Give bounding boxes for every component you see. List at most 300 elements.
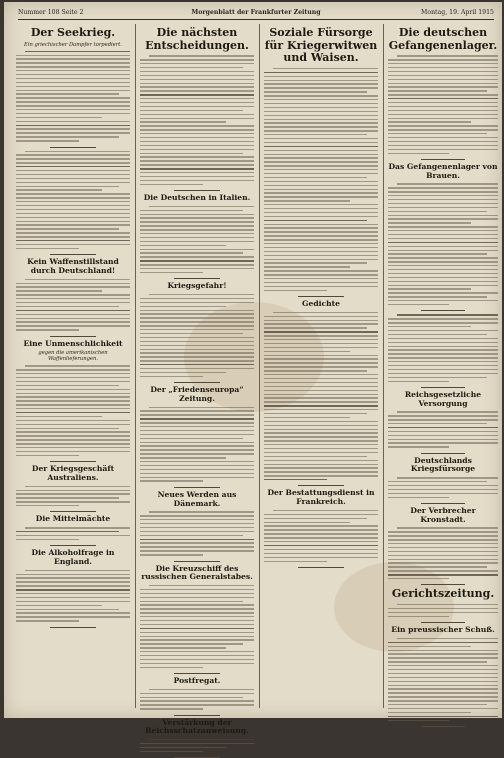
text-line [388, 373, 498, 374]
text-line [388, 369, 498, 370]
text-line [140, 264, 254, 265]
text-line [16, 244, 130, 245]
article-separator [174, 673, 220, 674]
text-line [388, 365, 498, 366]
text-line [388, 288, 471, 289]
text-line [140, 349, 254, 350]
article-block [388, 457, 498, 498]
text-line [397, 55, 498, 56]
text-line [140, 360, 254, 361]
text-line [140, 83, 254, 84]
text-line [140, 426, 254, 427]
text-line [140, 184, 203, 185]
text-line [140, 59, 254, 60]
text-line [264, 382, 378, 383]
text-line [140, 310, 254, 311]
text-line [140, 616, 254, 617]
text-line [264, 432, 378, 433]
text-line [388, 277, 498, 278]
text-line [16, 431, 130, 432]
text-line [388, 86, 498, 87]
article-separator [50, 461, 96, 462]
article-block [388, 626, 498, 721]
article-title: Reichsgesetzliche Versorgung [404, 389, 482, 408]
article-separator [50, 627, 96, 628]
text-line [16, 377, 130, 378]
text-line [264, 224, 378, 225]
text-line [140, 461, 254, 462]
text-line [264, 370, 367, 371]
article-block [388, 391, 498, 448]
article-block [140, 194, 254, 273]
text-line [16, 597, 130, 598]
text-line [264, 154, 378, 155]
text-line [388, 704, 487, 705]
column-1 [16, 24, 130, 710]
header-issue: Nummer 108 Seite 2 [18, 9, 84, 16]
text-line [16, 447, 130, 448]
article-separator [50, 511, 96, 512]
text-line [16, 389, 130, 390]
text-line [16, 154, 130, 155]
text-line [388, 285, 498, 286]
text-line [264, 251, 378, 252]
text-line [388, 59, 498, 60]
text-line [149, 206, 254, 207]
text-line [388, 688, 498, 689]
text-line [264, 362, 378, 363]
text-line [140, 430, 254, 431]
text-line [16, 593, 130, 594]
article-body-text [388, 638, 498, 721]
text-line [388, 83, 498, 84]
text-line [273, 312, 378, 313]
article-body-text [140, 511, 254, 555]
column-rule [383, 24, 384, 708]
text-line [140, 651, 254, 652]
text-line [388, 657, 498, 658]
text-line [264, 87, 378, 88]
text-line [16, 531, 119, 532]
text-line [140, 523, 254, 524]
text-line [149, 511, 254, 512]
text-line [388, 547, 498, 548]
text-line [388, 125, 498, 126]
text-line [16, 385, 119, 386]
text-line [388, 129, 498, 130]
text-line [264, 243, 378, 244]
column-4 [388, 24, 498, 710]
text-line [140, 233, 254, 234]
text-line [16, 101, 130, 102]
text-line [16, 97, 130, 98]
text-line [388, 199, 498, 200]
article-title: Verstärkung der Reichsschatzanweisung. [145, 717, 249, 736]
text-line [16, 535, 130, 536]
text-line [264, 134, 367, 135]
text-line [16, 132, 130, 133]
text-line [140, 445, 254, 446]
text-line [388, 94, 498, 95]
text-line [264, 91, 367, 92]
text-line [388, 330, 498, 331]
article-title: Die deutschen Gefangenenlager. [388, 26, 498, 52]
text-line [16, 113, 130, 114]
text-line [388, 716, 498, 717]
text-line [16, 224, 130, 225]
article-body-text [388, 527, 498, 579]
text-line [264, 119, 378, 120]
column-rule [135, 24, 136, 708]
article-separator [298, 296, 344, 297]
text-line [388, 650, 498, 651]
text-line [264, 157, 378, 158]
text-line [16, 318, 130, 319]
text-line [388, 562, 498, 563]
article-block [16, 340, 130, 457]
text-line [140, 356, 254, 357]
article-body-text [388, 604, 498, 617]
text-line [264, 417, 350, 418]
article-title: Der Seekrieg. [30, 26, 116, 39]
text-line [273, 68, 378, 69]
text-line [16, 369, 130, 370]
text-line [16, 228, 119, 229]
text-line [388, 207, 498, 208]
text-line [264, 235, 378, 236]
text-line [388, 326, 471, 327]
text-line [140, 313, 254, 314]
article-separator [174, 487, 220, 488]
text-line [140, 747, 226, 748]
text-line [16, 310, 130, 311]
text-line [16, 455, 79, 456]
text-line [264, 196, 378, 197]
text-line [140, 260, 254, 261]
article-title: Neues Werden aus Dänemark. [157, 489, 237, 508]
text-line [388, 361, 498, 362]
text-line [140, 329, 254, 330]
text-line [388, 431, 498, 432]
text-line [140, 704, 254, 705]
text-line [388, 191, 498, 192]
text-line [388, 539, 498, 540]
text-line [388, 63, 498, 64]
text-line [140, 341, 254, 342]
article-title: Eine Unmenschlichkeit [23, 338, 123, 348]
text-line [16, 329, 79, 330]
text-line [388, 570, 498, 571]
text-line [388, 559, 498, 560]
text-line [140, 465, 254, 466]
article-separator [50, 545, 96, 546]
text-line [264, 429, 378, 430]
text-line [16, 140, 79, 141]
text-line [273, 510, 378, 511]
text-line [149, 55, 254, 56]
text-line [16, 396, 130, 397]
article-body-text [16, 151, 130, 250]
text-line [264, 282, 378, 283]
text-line [140, 539, 254, 540]
text-line [140, 659, 254, 660]
article-body-text [388, 55, 498, 154]
text-line [388, 555, 498, 556]
text-line [388, 574, 498, 575]
text-line [140, 364, 254, 365]
article-separator [421, 503, 465, 504]
text-line [140, 480, 203, 481]
text-line [397, 527, 498, 528]
text-line [388, 608, 498, 609]
text-line [388, 238, 498, 239]
text-line [140, 647, 226, 648]
text-line [140, 624, 254, 625]
text-line [140, 655, 254, 656]
text-line [388, 253, 487, 254]
text-line [264, 95, 378, 96]
article-block [16, 258, 130, 330]
text-line [140, 667, 203, 668]
text-line [140, 325, 254, 326]
article-separator [298, 485, 344, 486]
text-line [16, 170, 130, 171]
text-line [16, 439, 130, 440]
text-line [140, 449, 254, 450]
text-line [16, 105, 130, 106]
text-line [140, 221, 254, 222]
text-line [264, 80, 378, 81]
article-separator [174, 382, 220, 383]
text-line [388, 153, 449, 154]
text-line [264, 290, 327, 291]
text-line [264, 421, 378, 422]
text-line [140, 125, 254, 126]
text-line [16, 605, 102, 606]
text-line [140, 593, 254, 594]
article-title: Gedichte [302, 299, 340, 309]
text-line [264, 561, 327, 562]
article-separator [174, 715, 220, 716]
text-line [388, 669, 498, 670]
text-line [16, 497, 119, 498]
text-line [140, 604, 254, 605]
text-line [140, 708, 203, 709]
text-line [264, 270, 378, 271]
column-2 [140, 24, 254, 736]
text-line [16, 424, 130, 425]
text-line [140, 86, 254, 87]
text-line [388, 292, 498, 293]
text-line [264, 545, 378, 546]
text-line [140, 628, 254, 629]
text-line [140, 751, 203, 752]
text-line [16, 248, 79, 249]
article-separator [50, 147, 96, 148]
header-masthead: Morgenblatt der Frankfurter Zeitung [191, 9, 321, 16]
text-line [388, 531, 498, 532]
text-line [264, 351, 350, 352]
text-line [16, 412, 130, 413]
text-line [16, 416, 102, 417]
text-line [140, 321, 254, 322]
text-line [264, 115, 378, 116]
text-line [140, 531, 254, 532]
text-line [140, 268, 254, 269]
text-line [140, 410, 254, 411]
text-line [140, 620, 254, 621]
text-line [264, 173, 378, 174]
text-line [140, 519, 254, 520]
text-line [16, 589, 130, 590]
column-rule [259, 24, 260, 708]
text-line [388, 137, 498, 138]
text-line [264, 479, 327, 480]
text-line [388, 612, 498, 613]
text-line [25, 279, 130, 280]
article-body-text [388, 183, 498, 305]
text-line [264, 323, 378, 324]
text-line [388, 79, 498, 80]
text-line [16, 162, 130, 163]
article-title: Postfregat. [173, 676, 221, 686]
text-line [388, 677, 498, 678]
text-line [16, 283, 130, 284]
article-body-text [140, 689, 254, 710]
text-line [388, 720, 449, 721]
text-line [264, 541, 378, 542]
text-line [264, 464, 378, 465]
text-line [140, 546, 254, 547]
text-line [388, 712, 471, 713]
text-line [264, 99, 378, 100]
article-separator [421, 387, 465, 388]
text-line [264, 189, 378, 190]
article-block [388, 163, 498, 305]
text-line [264, 533, 378, 534]
text-line [388, 692, 498, 693]
text-line [264, 440, 378, 441]
text-line [16, 201, 130, 202]
text-line [264, 394, 378, 395]
text-line [397, 638, 498, 639]
text-line [140, 176, 254, 177]
article-body-text [140, 55, 254, 185]
article-body-text [140, 294, 254, 377]
text-line [140, 172, 254, 173]
text-line [388, 261, 498, 262]
text-line [264, 107, 378, 108]
text-line [16, 290, 102, 291]
text-line [16, 209, 130, 210]
text-line [140, 434, 254, 435]
text-line [264, 335, 378, 336]
text-line [16, 286, 130, 287]
text-line [140, 114, 254, 115]
text-line [264, 405, 378, 406]
article-title: Kein Waffenstillstand durch Deutschland! [27, 257, 119, 275]
text-line [264, 200, 350, 201]
article-block [16, 151, 130, 250]
article-block [388, 588, 498, 617]
text-line [264, 262, 367, 263]
text-line [264, 316, 378, 317]
text-line [140, 700, 254, 701]
text-line [149, 585, 254, 586]
text-line [16, 381, 130, 382]
text-line [16, 539, 79, 540]
text-line [388, 322, 498, 323]
text-line [388, 665, 498, 666]
text-line [264, 557, 378, 558]
text-line [264, 274, 378, 275]
article-body-text [140, 585, 254, 668]
text-line [264, 413, 367, 414]
text-line [140, 106, 254, 107]
text-line [388, 75, 498, 76]
article-body-text [16, 486, 130, 507]
text-line [264, 126, 378, 127]
text-line [16, 93, 119, 94]
text-line [16, 585, 130, 586]
text-line [16, 408, 130, 409]
text-line [16, 66, 130, 67]
text-line [140, 121, 226, 122]
text-line [388, 226, 498, 227]
text-line [140, 137, 254, 138]
article-title: Die Mittelmächte [35, 514, 111, 524]
text-line [16, 298, 130, 299]
text-line [16, 321, 130, 322]
text-line [16, 236, 130, 237]
text-line [264, 397, 378, 398]
text-line [16, 451, 130, 452]
text-line [16, 577, 130, 578]
article-separator [421, 453, 465, 454]
text-line [140, 345, 254, 346]
text-line [264, 401, 378, 402]
text-line [140, 133, 254, 134]
article-subtitle: Ein griechischer Dampfer torpediert. [24, 41, 122, 48]
text-line [264, 386, 378, 387]
text-line [388, 415, 498, 416]
text-line [16, 404, 130, 405]
text-line [140, 210, 243, 211]
text-line [388, 187, 498, 188]
text-line [16, 609, 119, 610]
text-line [16, 393, 130, 394]
text-line [264, 444, 378, 445]
text-line [140, 160, 254, 161]
text-line [388, 481, 487, 482]
text-line [264, 185, 378, 186]
text-line [264, 169, 378, 170]
text-line [140, 372, 226, 373]
article-block [140, 282, 254, 377]
text-line [388, 377, 487, 378]
article-block [388, 27, 498, 154]
text-line [388, 646, 471, 647]
text-line [388, 681, 498, 682]
text-line [140, 422, 254, 423]
article-block [140, 27, 254, 185]
text-line [140, 252, 243, 253]
text-line [264, 220, 367, 221]
text-line [264, 177, 367, 178]
text-line [388, 338, 498, 339]
text-line [388, 653, 498, 654]
text-line [16, 616, 130, 617]
